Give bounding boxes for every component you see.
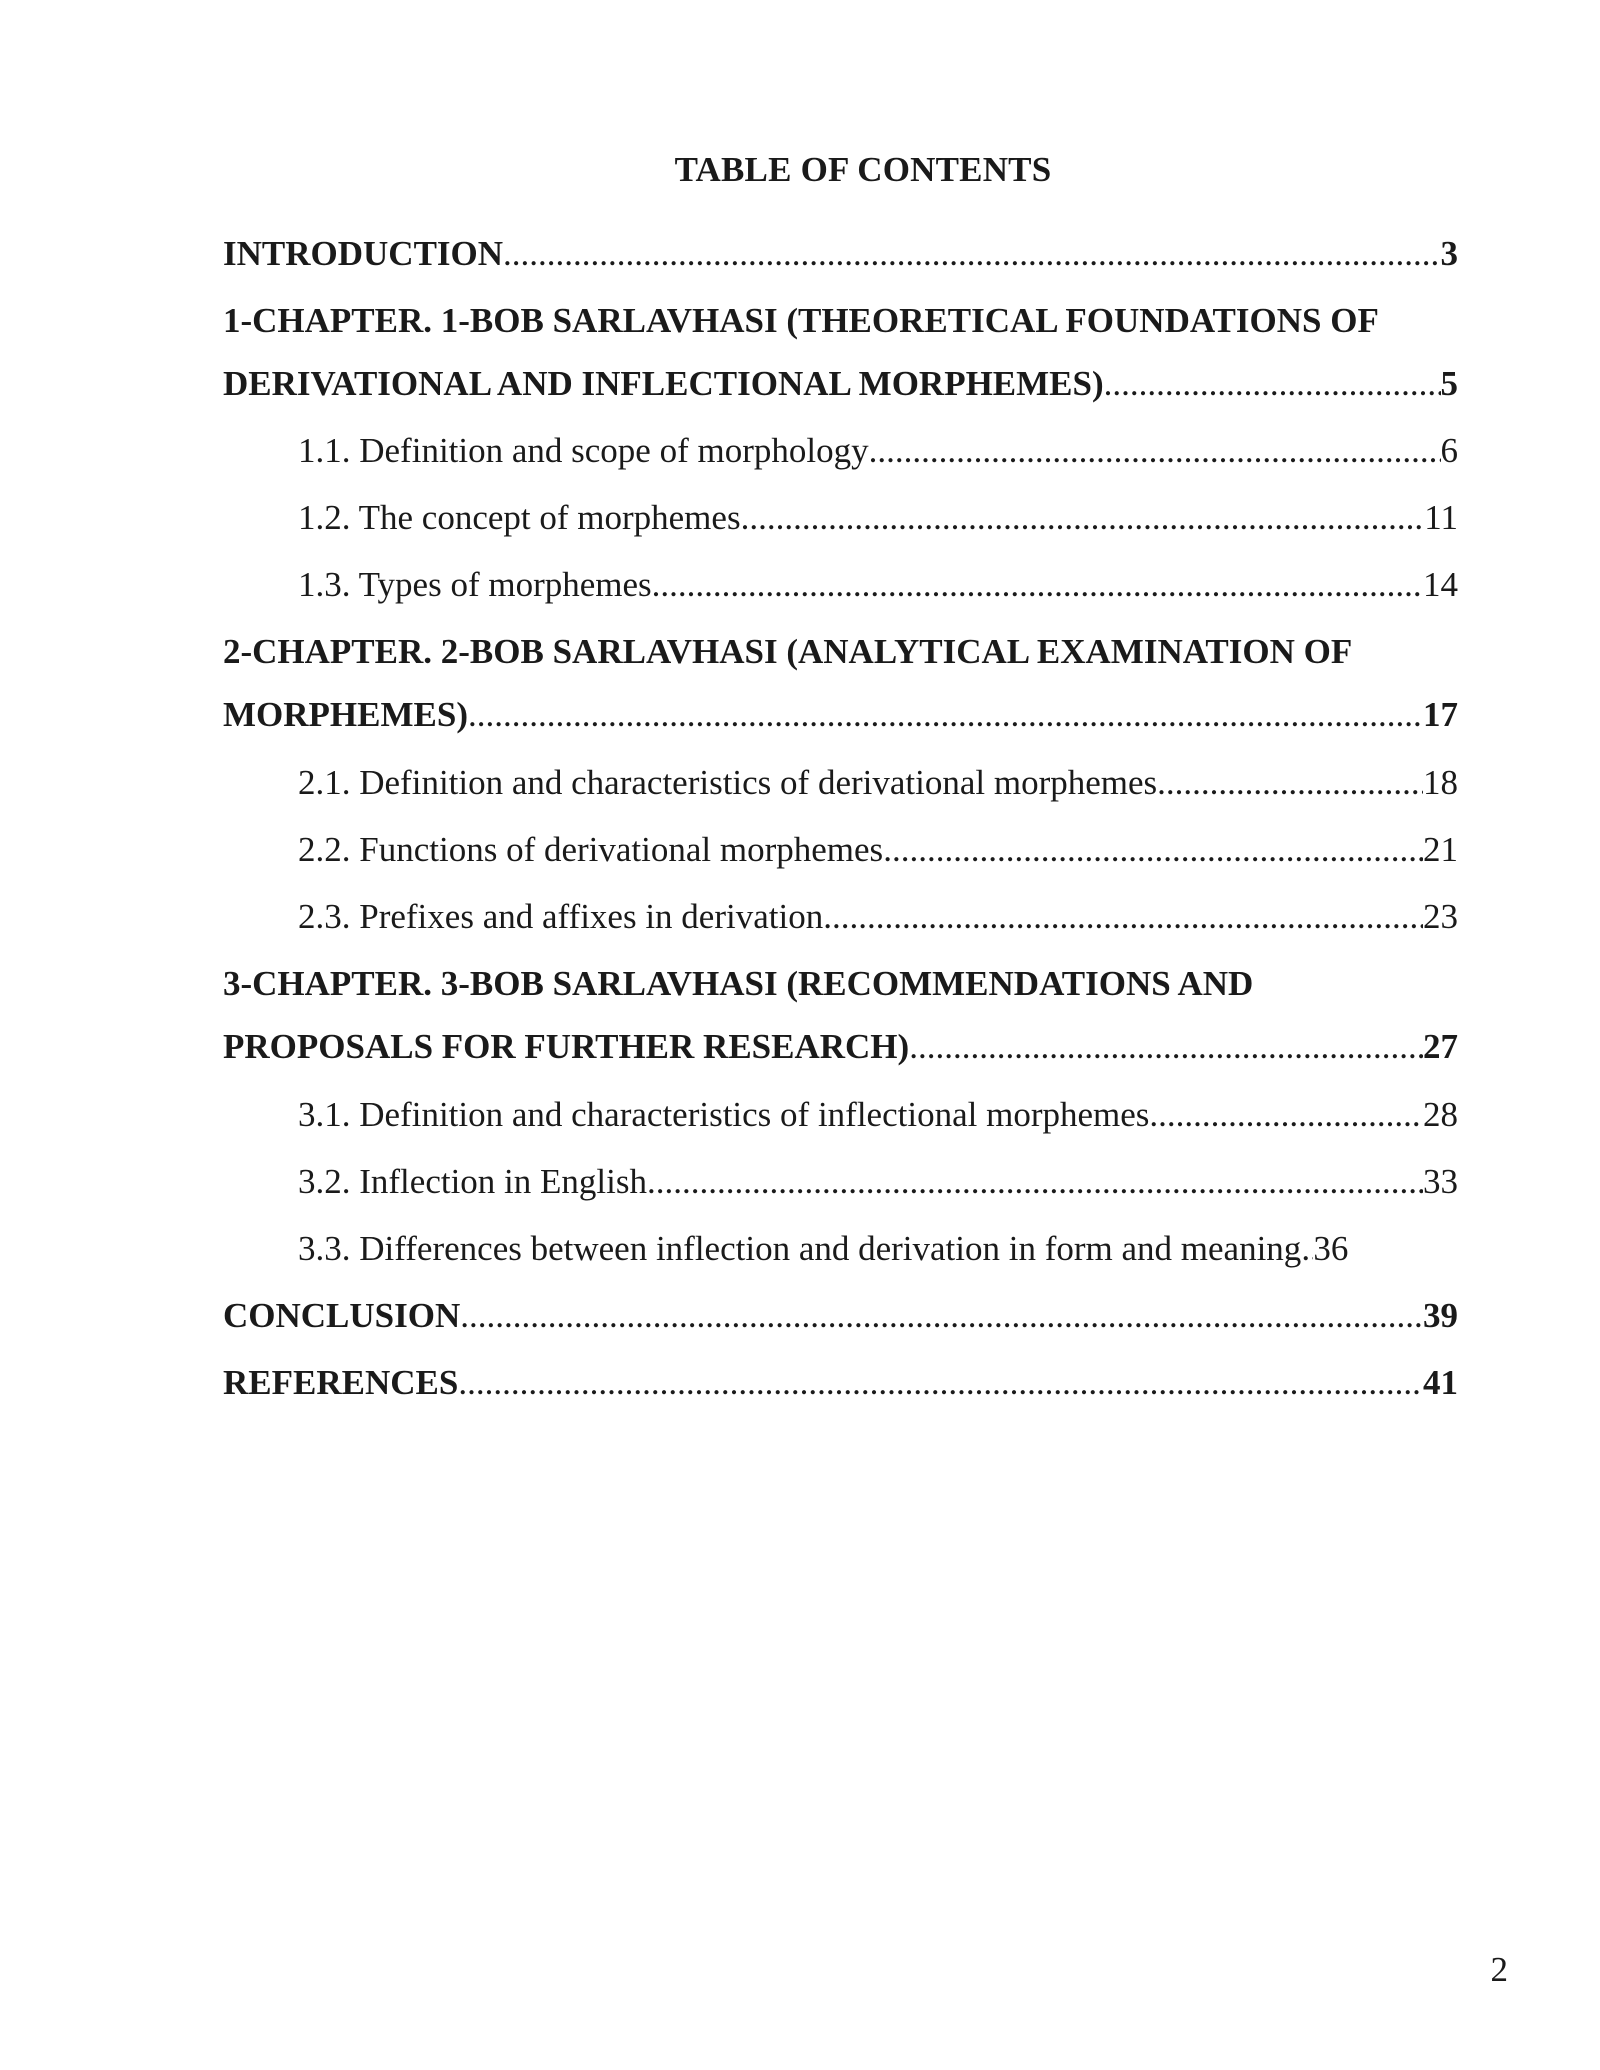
toc-entry-section-2-2[interactable] [223, 832, 1458, 867]
toc-page-number: 11 [1424, 498, 1458, 537]
dot-leader [460, 1298, 1423, 1333]
toc-entry-text: 3.2. Inflection in English [298, 1162, 647, 1201]
toc-entry-text: REFERENCES [223, 1363, 459, 1402]
toc-entry-text: 2.3. Prefixes and affixes in derivation [298, 897, 824, 936]
dot-leader [647, 1164, 1423, 1199]
toc-entry-text-continued: MORPHEMES) [223, 695, 468, 734]
toc-page-number: 5 [1440, 364, 1458, 403]
toc-page-number: 28 [1423, 1095, 1458, 1134]
dot-leader [1157, 765, 1423, 800]
dot-leader [503, 236, 1440, 271]
toc-entry-section-2-3[interactable] [223, 899, 1458, 934]
toc-entry-text-continued: PROPOSALS FOR FURTHER RESEARCH) [223, 1027, 910, 1066]
toc-page-number: 6 [1440, 431, 1458, 470]
toc-entry-text: 1.2. The concept of morphemes [298, 498, 741, 537]
toc-entry-section-1-1[interactable] [223, 433, 1458, 468]
toc-entry-text: 2.1. Definition and characteristics of derivational morphemes [298, 763, 1158, 802]
dot-leader [1104, 366, 1441, 401]
dot-leader [741, 500, 1425, 535]
toc-entry-text: 2.2. Functions of derivational morphemes [298, 830, 884, 869]
toc-entry-text: 3.1. Definition and characteristics of inflectional morphemes [298, 1095, 1150, 1134]
toc-entry-introduction[interactable] [223, 236, 1458, 271]
toc-page-number: 39 [1423, 1296, 1458, 1335]
toc-entry-conclusion[interactable] [223, 1298, 1458, 1333]
toc-entry-text-continued: DERIVATIONAL AND INFLECTIONAL MORPHEMES) [223, 364, 1104, 403]
toc-entry-text: CONCLUSION [223, 1296, 461, 1335]
dot-leader [909, 1029, 1423, 1064]
toc-page-number: 33 [1423, 1162, 1458, 1201]
toc-page-number: 18 [1423, 763, 1458, 802]
toc-entry-chapter-3[interactable] [223, 966, 1458, 1064]
toc-page-number: 3 [1440, 234, 1458, 273]
toc-entry-references[interactable] [223, 1365, 1458, 1400]
page-number: 2 [1490, 1950, 1508, 1989]
dot-leader [1149, 1097, 1423, 1132]
toc-entry-text: 3.3. Differences between inflection and derivation in form and meaning [298, 1229, 1302, 1268]
toc-entry-chapter-1[interactable] [223, 303, 1458, 401]
toc-entry-section-3-1[interactable] [223, 1097, 1458, 1132]
toc-entry-section-2-1[interactable] [223, 765, 1458, 800]
toc-page-number: 27 [1423, 1027, 1458, 1066]
toc-entry-text: 1.3. Types of morphemes [298, 565, 652, 604]
dot-leader [458, 1365, 1423, 1400]
toc-entry-section-1-3[interactable] [223, 567, 1458, 602]
toc-entry-text: 1-CHAPTER. 1-BOB SARLAVHASI (THEORETICAL FOUNDATIONS OF [223, 301, 1379, 340]
toc-page-number: 14 [1423, 565, 1458, 604]
toc-title: TABLE OF CONTENTS [674, 150, 1052, 189]
toc-page-number: 21 [1423, 830, 1458, 869]
toc-page-number: 41 [1423, 1363, 1458, 1402]
toc-entry-text: 2-CHAPTER. 2-BOB SARLAVHASI (ANALYTICAL EXAMINATION OF [223, 632, 1353, 671]
dot-leader [869, 433, 1441, 468]
toc-entry-section-1-2[interactable] [223, 500, 1458, 535]
toc-page-number: 36 [1313, 1229, 1349, 1268]
toc-entry-text: 1.1. Definition and scope of morphology [298, 431, 869, 470]
toc-entry-text: 3-CHAPTER. 3-BOB SARLAVHASI (RECOMMENDATIONS AND [223, 964, 1254, 1003]
dot-leader [468, 697, 1423, 732]
dot-leader [883, 832, 1423, 867]
dot-leader [823, 899, 1423, 934]
toc-page-number: 17 [1423, 695, 1458, 734]
toc-entry-text: INTRODUCTION [223, 234, 504, 273]
toc-page-number: 23 [1423, 897, 1458, 936]
toc-entry-chapter-2[interactable] [223, 634, 1458, 732]
toc-entry-section-3-3[interactable] [223, 1231, 1498, 1266]
dot-leader [1301, 1231, 1313, 1266]
dot-leader [652, 567, 1423, 602]
toc-entry-section-3-2[interactable] [223, 1164, 1458, 1199]
